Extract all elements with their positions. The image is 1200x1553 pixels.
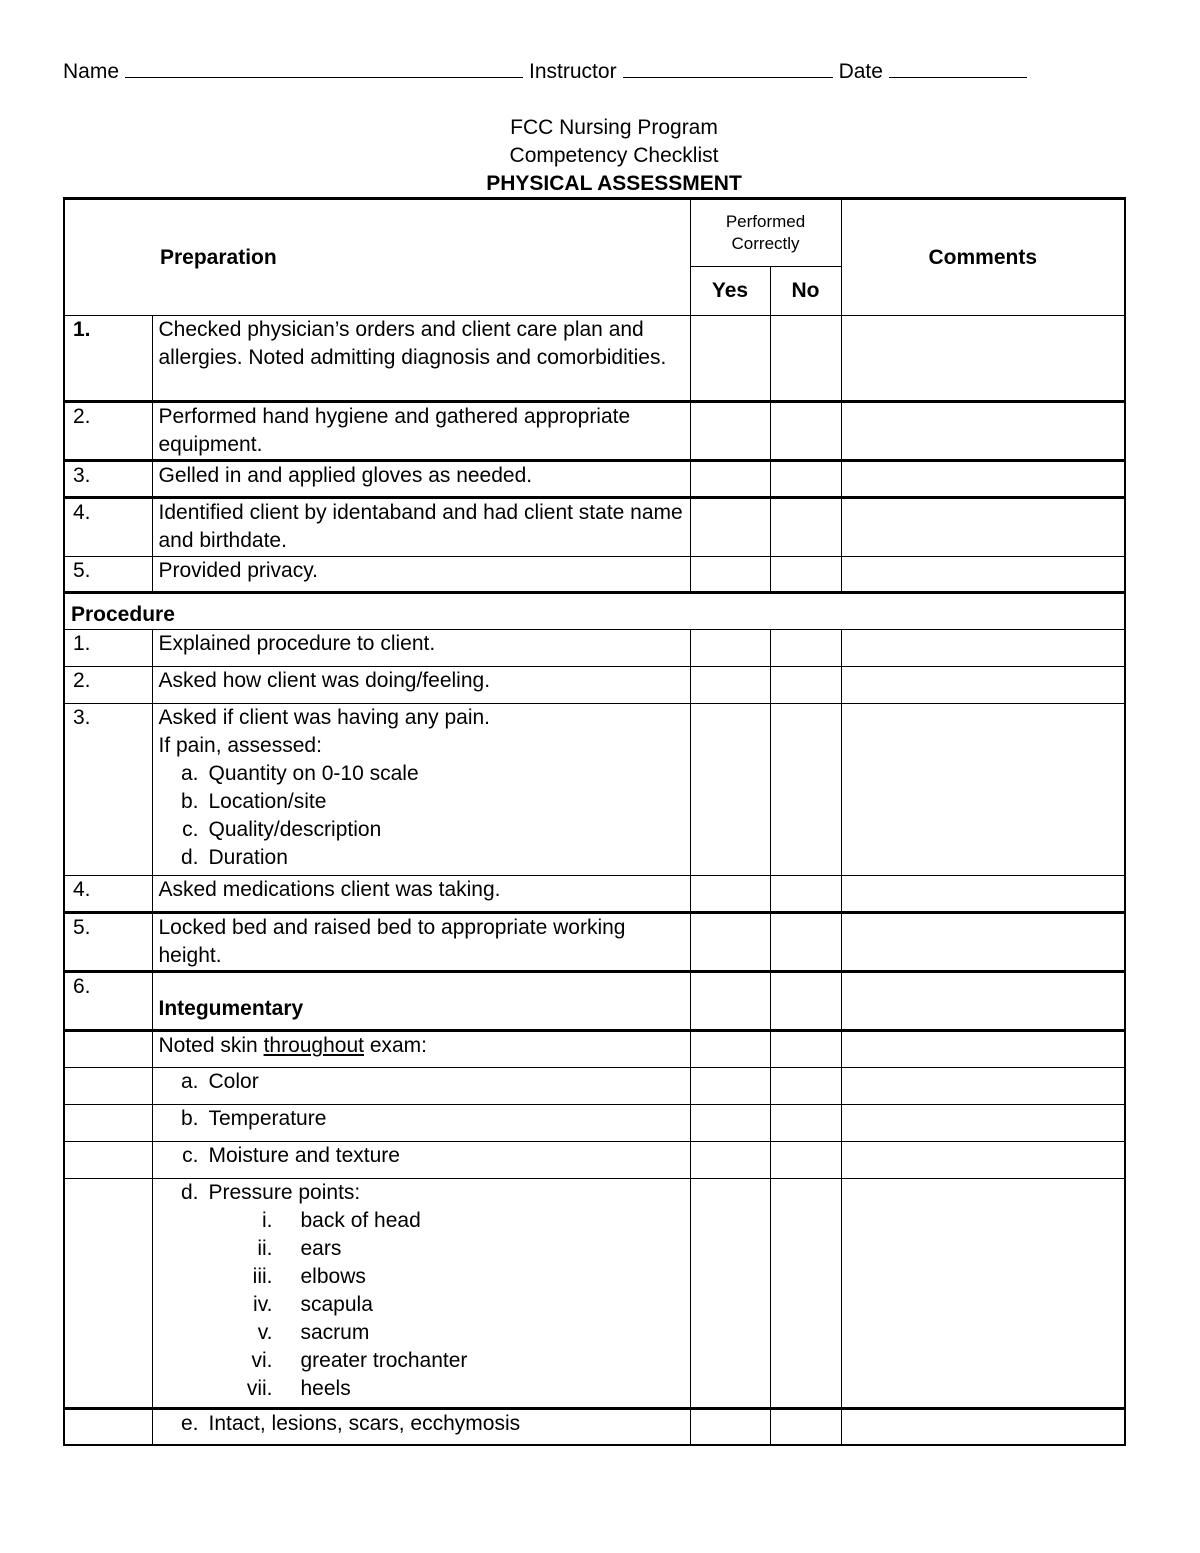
item-text: scapula bbox=[300, 1293, 373, 1316]
table-row bbox=[64, 461, 1125, 498]
name-field[interactable] bbox=[125, 57, 523, 78]
table-row bbox=[64, 557, 1125, 593]
comments-cell[interactable] bbox=[841, 913, 1125, 972]
item-marker: iii. bbox=[252, 1265, 273, 1288]
item-text: greater trochanter bbox=[300, 1349, 468, 1372]
step-number: 3. bbox=[64, 461, 152, 498]
item-text: heels bbox=[300, 1377, 351, 1400]
no-cell[interactable] bbox=[770, 1031, 841, 1068]
comments-cell[interactable] bbox=[841, 1409, 1125, 1445]
pain-assessed-label: If pain, assessed: bbox=[158, 734, 322, 757]
step-number: 5. bbox=[64, 557, 152, 593]
no-cell[interactable] bbox=[770, 913, 841, 972]
table-row bbox=[64, 876, 1125, 913]
item-marker: ii. bbox=[257, 1237, 273, 1260]
list-item bbox=[159, 816, 684, 844]
table-row bbox=[64, 1105, 1125, 1142]
yes-cell[interactable] bbox=[690, 630, 770, 667]
no-cell[interactable] bbox=[770, 1068, 841, 1105]
item-marker: b. bbox=[180, 790, 199, 813]
list-item bbox=[159, 1263, 684, 1291]
table-row bbox=[64, 972, 1125, 1031]
no-cell[interactable] bbox=[770, 704, 841, 876]
item-text: Color bbox=[208, 1070, 259, 1093]
skin-intro-text-end: exam: bbox=[363, 1034, 428, 1057]
no-cell[interactable] bbox=[770, 1179, 841, 1409]
item-marker: a. bbox=[180, 762, 199, 785]
step-number: 4. bbox=[64, 876, 152, 913]
skin-intro-text: Noted skin bbox=[158, 1034, 264, 1057]
step-text bbox=[152, 1142, 690, 1179]
item-marker: vii. bbox=[246, 1377, 273, 1400]
table-row bbox=[64, 704, 1125, 876]
item-text: Temperature bbox=[208, 1107, 327, 1130]
yes-cell[interactable] bbox=[690, 876, 770, 913]
step-number: 4. bbox=[64, 498, 152, 557]
comments-header: Comments bbox=[841, 199, 1125, 316]
step-text: Provided privacy. bbox=[152, 557, 690, 593]
step-text bbox=[152, 704, 690, 876]
item-text: Quantity on 0-10 scale bbox=[208, 762, 419, 785]
yes-cell[interactable] bbox=[690, 461, 770, 498]
step-number bbox=[64, 1068, 152, 1105]
skin-intro-emphasis: throughout bbox=[263, 1034, 364, 1057]
yes-cell[interactable] bbox=[690, 402, 770, 461]
procedure-heading: Procedure bbox=[64, 593, 1125, 630]
comments-cell[interactable] bbox=[841, 402, 1125, 461]
step-text: Performed hand hygiene and gathered appropriate equipment. bbox=[152, 402, 690, 461]
item-marker: e. bbox=[180, 1412, 199, 1435]
item-text: back of head bbox=[300, 1209, 421, 1232]
step-number bbox=[64, 1105, 152, 1142]
step-number: 2. bbox=[64, 667, 152, 704]
name-label: Name bbox=[63, 60, 120, 83]
item-text: Intact, lesions, scars, ecchymosis bbox=[208, 1412, 521, 1435]
no-cell[interactable] bbox=[770, 1142, 841, 1179]
step-number: 1. bbox=[64, 316, 152, 402]
item-marker: c. bbox=[182, 818, 199, 841]
yes-cell[interactable] bbox=[690, 498, 770, 557]
table-row bbox=[64, 630, 1125, 667]
item-text: Pressure points: bbox=[208, 1181, 361, 1204]
step-text bbox=[152, 1179, 690, 1409]
step-text bbox=[152, 1105, 690, 1142]
yes-cell[interactable] bbox=[690, 913, 770, 972]
item-marker: v. bbox=[257, 1321, 273, 1344]
yes-cell[interactable] bbox=[690, 1105, 770, 1142]
comments-cell[interactable] bbox=[841, 972, 1125, 1031]
table-row bbox=[64, 316, 1125, 402]
performed-correctly-header: Performed Correctly bbox=[690, 199, 841, 267]
step-number bbox=[64, 1409, 152, 1445]
item-text: sacrum bbox=[300, 1321, 370, 1344]
yes-cell[interactable] bbox=[690, 972, 770, 1031]
comments-cell[interactable] bbox=[841, 876, 1125, 913]
document-title bbox=[0, 114, 1200, 198]
step-text: Asked medications client was taking. bbox=[152, 876, 690, 913]
step-text: Checked physician’s orders and client care plan and allergies. Noted admitting diagnosis and comorbidities. bbox=[152, 316, 690, 402]
item-marker: vi. bbox=[251, 1349, 273, 1372]
step-number bbox=[64, 1142, 152, 1179]
checklist-title: Competency Checklist bbox=[509, 144, 719, 167]
competency-table bbox=[63, 197, 1126, 1446]
step-text: Gelled in and applied gloves as needed. bbox=[152, 461, 690, 498]
comments-cell[interactable] bbox=[841, 1105, 1125, 1142]
table-row bbox=[64, 402, 1125, 461]
step-number: 3. bbox=[64, 704, 152, 876]
table-row bbox=[64, 667, 1125, 704]
item-marker: iv. bbox=[253, 1293, 273, 1316]
step-text: Identified client by identaband and had client state name and birthdate. bbox=[152, 498, 690, 557]
list-item bbox=[159, 1179, 684, 1207]
table-row bbox=[64, 1031, 1125, 1068]
step-text: Explained procedure to client. bbox=[152, 630, 690, 667]
no-cell[interactable] bbox=[770, 1409, 841, 1445]
comments-cell[interactable] bbox=[841, 498, 1125, 557]
item-text: elbows bbox=[300, 1265, 366, 1288]
step-number: 2. bbox=[64, 402, 152, 461]
step-text bbox=[152, 1068, 690, 1105]
item-text: Duration bbox=[208, 846, 288, 869]
date-field[interactable] bbox=[889, 57, 1027, 78]
step-number: 5. bbox=[64, 913, 152, 972]
item-text: Location/site bbox=[208, 790, 327, 813]
item-marker: c. bbox=[182, 1144, 199, 1167]
instructor-label: Instructor bbox=[529, 60, 617, 83]
item-marker: a. bbox=[180, 1070, 199, 1093]
yes-cell[interactable] bbox=[690, 316, 770, 402]
no-cell[interactable] bbox=[770, 557, 841, 593]
list-item bbox=[159, 1207, 684, 1235]
comments-cell[interactable] bbox=[841, 1068, 1125, 1105]
no-cell[interactable] bbox=[770, 498, 841, 557]
yes-cell[interactable] bbox=[690, 1068, 770, 1105]
program-title: FCC Nursing Program bbox=[510, 116, 718, 139]
item-marker: d. bbox=[180, 1181, 199, 1204]
list-item bbox=[159, 1375, 684, 1403]
pain-question: Asked if client was having any pain. bbox=[158, 706, 491, 729]
list-item bbox=[159, 760, 684, 788]
yes-cell[interactable] bbox=[690, 704, 770, 876]
no-cell[interactable] bbox=[770, 972, 841, 1031]
integumentary-heading: Integumentary bbox=[158, 997, 304, 1020]
comments-cell[interactable] bbox=[841, 630, 1125, 667]
procedure-section-row bbox=[64, 593, 1125, 630]
yes-cell[interactable] bbox=[690, 1179, 770, 1409]
student-info-line bbox=[63, 57, 1063, 86]
comments-cell[interactable] bbox=[841, 557, 1125, 593]
yes-cell[interactable] bbox=[690, 667, 770, 704]
step-number: 6. bbox=[64, 972, 152, 1031]
no-cell[interactable] bbox=[770, 461, 841, 498]
item-text: Quality/description bbox=[208, 818, 382, 841]
no-cell[interactable] bbox=[770, 402, 841, 461]
comments-cell[interactable] bbox=[841, 1031, 1125, 1068]
step-number: 1. bbox=[64, 630, 152, 667]
list-item bbox=[159, 844, 684, 872]
table-row bbox=[64, 1142, 1125, 1179]
yes-cell[interactable] bbox=[690, 1031, 770, 1068]
step-number bbox=[64, 1179, 152, 1409]
table-row bbox=[64, 1068, 1125, 1105]
comments-cell[interactable] bbox=[841, 461, 1125, 498]
preparation-header: Preparation bbox=[64, 199, 690, 316]
no-header: No bbox=[770, 267, 841, 316]
assessment-title: PHYSICAL ASSESSMENT bbox=[486, 172, 742, 195]
step-text bbox=[152, 1031, 690, 1068]
list-item bbox=[159, 1347, 684, 1375]
no-cell[interactable] bbox=[770, 316, 841, 402]
list-item bbox=[159, 1291, 684, 1319]
table-row bbox=[64, 913, 1125, 972]
list-item bbox=[159, 1235, 684, 1263]
step-text: Locked bed and raised bed to appropriate working height. bbox=[152, 913, 690, 972]
comments-cell[interactable] bbox=[841, 1179, 1125, 1409]
table-row bbox=[64, 1409, 1125, 1445]
yes-cell[interactable] bbox=[690, 1142, 770, 1179]
step-number bbox=[64, 1031, 152, 1068]
item-marker: d. bbox=[180, 846, 199, 869]
item-text: Moisture and texture bbox=[208, 1144, 400, 1167]
date-label: Date bbox=[838, 60, 883, 83]
step-text bbox=[152, 1409, 690, 1445]
item-text: ears bbox=[300, 1237, 342, 1260]
no-cell[interactable] bbox=[770, 876, 841, 913]
comments-cell[interactable] bbox=[841, 704, 1125, 876]
yes-header: Yes bbox=[690, 267, 770, 316]
step-text: Asked how client was doing/feeling. bbox=[152, 667, 690, 704]
no-cell[interactable] bbox=[770, 630, 841, 667]
comments-cell[interactable] bbox=[841, 316, 1125, 402]
yes-cell[interactable] bbox=[690, 557, 770, 593]
table-row bbox=[64, 1179, 1125, 1409]
table-row bbox=[64, 498, 1125, 557]
item-marker: i. bbox=[262, 1209, 273, 1232]
no-cell[interactable] bbox=[770, 667, 841, 704]
list-item bbox=[159, 1319, 684, 1347]
table-header-row bbox=[64, 199, 1125, 267]
step-text bbox=[152, 972, 690, 1031]
list-item bbox=[159, 788, 684, 816]
yes-cell[interactable] bbox=[690, 1409, 770, 1445]
no-cell[interactable] bbox=[770, 1105, 841, 1142]
comments-cell[interactable] bbox=[841, 667, 1125, 704]
comments-cell[interactable] bbox=[841, 1142, 1125, 1179]
instructor-field[interactable] bbox=[623, 57, 833, 78]
item-marker: b. bbox=[180, 1107, 199, 1130]
